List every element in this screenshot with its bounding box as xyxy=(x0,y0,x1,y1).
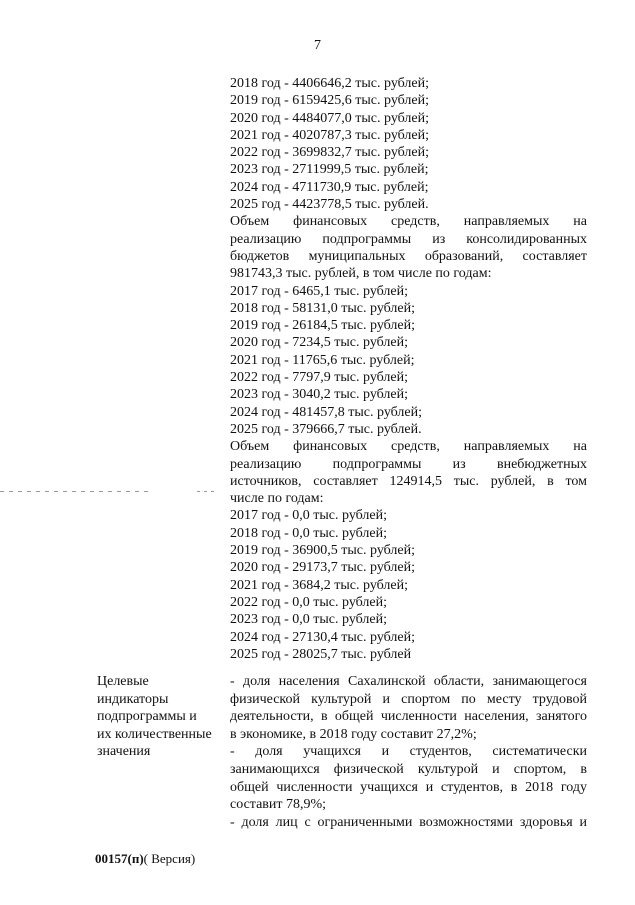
paragraph-line: числе по годам: xyxy=(230,491,324,507)
paragraph-line: Объем финансовых средств, направляемых на xyxy=(230,214,587,230)
indicator-line: - доля учащихся и студентов, систематически xyxy=(230,744,587,760)
year-amount-line: 2025 год - 4423778,5 тыс. рублей. xyxy=(230,197,429,213)
label-line: их количественные xyxy=(97,726,212,742)
year-amount-line: 2020 год - 29173,7 тыс. рублей; xyxy=(230,560,416,576)
indicators-values xyxy=(230,673,587,831)
year-amount-line: 2017 год - 6465,1 тыс. рублей; xyxy=(230,283,409,299)
year-amount-line: 2019 год - 26184,5 тыс. рублей; xyxy=(230,318,416,334)
document-footer xyxy=(95,851,195,867)
paragraph-line: источников, составляет 124914,5 тыс. рублей, в том xyxy=(230,473,587,489)
page-number: 7 xyxy=(314,38,321,53)
year-amount-line: 2021 год - 11765,6 тыс. рублей; xyxy=(230,352,415,368)
municipal-paragraph xyxy=(230,213,587,282)
year-amount-line: 2020 год - 7234,5 тыс. рублей; xyxy=(230,335,409,351)
indicator-line: - доля населения Сахалинской области, занимающегося xyxy=(230,674,587,689)
year-amount-line: 2018 год - 58131,0 тыс. рублей; xyxy=(230,300,416,316)
year-amount-line: 2023 год - 3040,2 тыс. рублей; xyxy=(230,387,409,403)
extrabudget-paragraph xyxy=(230,438,587,507)
indicator-line: - доля лиц с ограниченными возможностями здоровья и xyxy=(230,814,587,830)
year-amount-line: 2022 год - 0,0 тыс. рублей; xyxy=(230,594,388,610)
year-amount-line: 2022 год - 7797,9 тыс. рублей; xyxy=(230,370,409,386)
year-amount-line: 2024 год - 4711730,9 тыс. рублей; xyxy=(230,179,429,195)
label-line: индикаторы xyxy=(97,691,169,707)
year-amount-line: 2023 год - 2711999,5 тыс. рублей; xyxy=(230,162,429,178)
paragraph-line: реализацию подпрограммы из внебюджетных xyxy=(230,456,587,472)
document-code: 00157(п) xyxy=(95,851,144,866)
year-amount-line: 2021 год - 3684,2 тыс. рублей; xyxy=(230,577,409,593)
label-line: значения xyxy=(97,744,151,760)
indicator-line: физической культурой и спортом по месту трудовой xyxy=(230,691,587,707)
year-amount-line: 2018 год - 4406646,2 тыс. рублей; xyxy=(230,76,430,91)
paragraph-line: бюджетов муниципальных образований, составляет xyxy=(230,248,587,264)
year-amount-line: 2024 год - 481457,8 тыс. рублей; xyxy=(230,404,423,420)
document-version: ( Версия) xyxy=(143,851,196,866)
year-amount-line: 2025 год - 379666,7 тыс. рублей. xyxy=(230,421,422,437)
municipal-years-list xyxy=(230,283,587,439)
year-amount-line: 2024 год - 27130,4 тыс. рублей; xyxy=(230,629,416,645)
paragraph-line: реализацию подпрограммы из консолидированных xyxy=(230,231,587,247)
label-line: Целевые xyxy=(97,674,149,689)
year-amount-line: 2022 год - 3699832,7 тыс. рублей; xyxy=(230,145,430,161)
extrabudget-years-list xyxy=(230,507,587,663)
year-amount-line: 2018 год - 0,0 тыс. рублей; xyxy=(230,525,388,541)
label-line: подпрограммы и xyxy=(97,709,197,725)
year-amount-line: 2023 год - 0,0 тыс. рублей; xyxy=(230,612,388,628)
financing-section xyxy=(230,75,587,663)
indicator-line: деятельности, в общей численности населения, занятого xyxy=(230,709,587,725)
year-amount-line: 2021 год - 4020787,3 тыс. рублей; xyxy=(230,127,430,143)
scan-artifact xyxy=(0,491,150,492)
year-amount-line: 2019 год - 36900,5 тыс. рублей; xyxy=(230,543,416,559)
indicator-line: в экономике, в 2018 году составит 27,2%; xyxy=(230,726,477,742)
indicator-line: общей численности учащихся и студентов, в 2018 году xyxy=(230,779,587,795)
year-amount-line: 2025 год - 28025,7 тыс. рублей xyxy=(230,646,412,662)
year-amount-line: 2017 год - 0,0 тыс. рублей; xyxy=(230,508,388,524)
year-amount-line: 2020 год - 4484077,0 тыс. рублей; xyxy=(230,110,430,126)
indicator-line: занимающихся физической культурой и спортом, в xyxy=(230,761,587,777)
paragraph-line: Объем финансовых средств, направляемых на xyxy=(230,439,587,455)
scan-artifact xyxy=(197,491,217,492)
indicators-label xyxy=(97,673,229,761)
year-amount-line: 2019 год - 6159425,6 тыс. рублей; xyxy=(230,93,430,109)
regional-budget-years-list xyxy=(230,75,587,213)
paragraph-line: 981743,3 тыс. рублей, в том числе по годам: xyxy=(230,266,492,282)
indicator-line: составит 78,9%; xyxy=(230,797,327,813)
